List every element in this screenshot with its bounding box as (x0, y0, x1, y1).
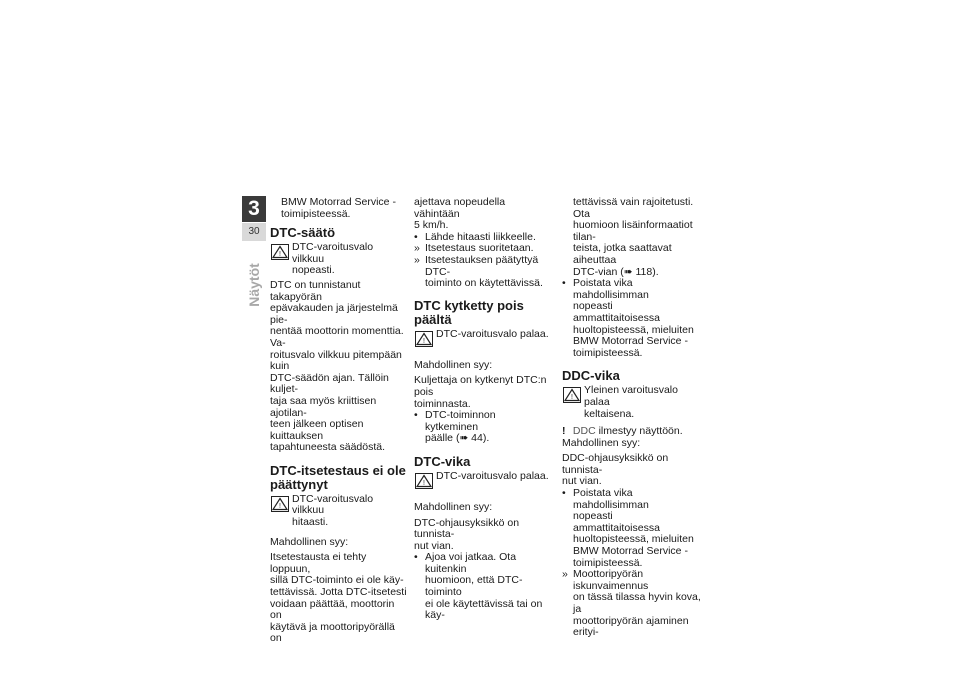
body-line: tettävissä. Jotta DTC-itsetesti (270, 586, 407, 599)
heading-dtc-itsetestaus: DTC-itsetestaus ei ole päättynyt (270, 462, 406, 492)
warning-triangle-icon (563, 387, 581, 403)
body-line: käytävä ja moottoripyörällä on (270, 620, 395, 645)
warning-text: hitaasti. (292, 516, 329, 529)
intro-line: toimipisteessä. (281, 207, 351, 220)
heading-ddc-vika: DDC-vika (562, 368, 620, 384)
body-line: taja saa myös kriittisen ajotilan- (270, 394, 377, 419)
body-line: epävakauden ja järjestelmä pie- (270, 302, 398, 326)
warning-block (414, 329, 551, 351)
svg-text:!: ! (423, 337, 425, 345)
body-line: DTC-vian (➠ 118). (573, 265, 659, 278)
body-line: tettävissä vain rajoitetusti. Ota (573, 196, 694, 220)
cause-label: Mahdollinen syy: (270, 535, 349, 548)
exclamation-icon: ! (562, 425, 566, 438)
cause-label: Mahdollinen syy: (414, 358, 493, 371)
body-line: DDC-ohjausyksikkö on tunnista- (562, 452, 669, 476)
warning-block (562, 385, 702, 420)
bullet-item: • Poistata vika mahdollisimman nopeasti ammattitaitoisessa huoltopisteessä, mieluiten BMW Motorrad Service - toimipisteessä. (562, 277, 694, 359)
warning-text: DTC-varoitusvalo palaa. (436, 327, 549, 340)
warning-text: DTC-varoitusvalo vilkkuu (292, 492, 374, 517)
warning-triangle-icon (415, 473, 433, 489)
body-line: Kuljettaja on kytkenyt DTC:n pois (414, 374, 547, 398)
body-line: teista, jotka saattavat aiheuttaa (573, 242, 672, 266)
warning-triangle-icon (415, 331, 433, 347)
body-line: toiminnasta. (414, 397, 471, 410)
body-line: huomioon lisäinformaatiot tilan- (573, 219, 693, 243)
svg-text:!: ! (279, 251, 281, 259)
body-line: teen jälkeen optisen kuittauksen (270, 418, 364, 442)
warning-triangle-icon (271, 496, 289, 512)
warning-triangle-icon (271, 244, 289, 260)
heading-dtc-vika: DTC-vika (414, 453, 471, 469)
warning-text: nopeasti. (292, 264, 335, 277)
svg-text:!: ! (571, 394, 573, 402)
warning-text: keltaisena. (584, 407, 635, 420)
heading-dtc-off: DTC kytketty pois päältä (414, 297, 524, 327)
body-line: sillä DTC-toiminto ei ole käy- (270, 574, 404, 587)
body-line: voidaan päättää, moottorin on (270, 597, 395, 622)
body-line: DTC-säädön ajan. Tällöin kuljet- (270, 371, 389, 396)
body-line: Itsetestausta ei tehty loppuun, (270, 551, 367, 575)
warning-text: DTC-varoitusvalo palaa. (436, 469, 549, 482)
column-2 (414, 197, 551, 622)
chapter-title: Näytöt (246, 263, 262, 307)
bullet-item: • Ajoa voi jatkaa. Ota kuitenkin huomioon, että DTC-toiminto ei ole käytettävissä tai on käy- (414, 551, 543, 622)
svg-text:!: ! (423, 479, 425, 487)
column-1 (270, 197, 407, 645)
body-line: ajettava nopeudella vähintään (414, 196, 506, 220)
body-line: 5 km/h. (414, 219, 449, 232)
body-line: DTC on tunnistanut takapyörän (270, 278, 361, 303)
svg-text:!: ! (279, 502, 281, 510)
body-line: DTC-ohjausyksikkö on tunnista- (414, 516, 520, 541)
body-line: tapahtuneesta säädöstä. (270, 441, 386, 454)
result-item: » Moottoripyörän iskunvaimennus on tässä tilassa hyvin kova, ja moottoripyörän ajaminen erityi- (562, 568, 701, 639)
warning-text: DTC-varoitusvalo vilkkuu (292, 241, 374, 265)
cause-label: Mahdollinen syy: (414, 500, 493, 513)
display-message: ! DDC ilmestyy näyttöön. (562, 425, 683, 438)
bullet-item: • DTC-toiminnon kytkeminen päälle (➠ 44). (414, 409, 496, 445)
body-line: roitusvalo vilkkuu pitempään kuin (270, 348, 402, 373)
intro-line: BMW Motorrad Service - (281, 196, 396, 208)
warning-block (270, 242, 407, 277)
warning-text: Yleinen varoitusvalo palaa (584, 384, 678, 408)
bullet-item: • Poistata vika mahdollisimman nopeasti ammattitaitoisessa huoltopisteessä, mieluiten BMW Motorrad Service - toimipisteessä. (562, 487, 694, 569)
warning-block (270, 494, 407, 529)
page-number: 30 (242, 223, 266, 241)
heading-dtc-saato: DTC-säätö (270, 225, 336, 241)
result-item: » Itsetestaus suoritetaan. (414, 242, 534, 255)
body-line: nut vian. (414, 539, 454, 552)
cause-label: Mahdollinen syy: (562, 436, 641, 449)
warning-block (414, 471, 551, 493)
body-line: nut vian. (562, 475, 602, 488)
chapter-number: 3 (242, 196, 266, 222)
body-line: nentää moottorin momenttia. Va- (270, 325, 404, 349)
bullet-item: • Lähde hitaasti liikkeelle. (414, 230, 536, 243)
ddc-tag: DDC (572, 425, 596, 438)
result-item: » Itsetestauksen päätyttyä DTC- toiminto on käytettävissä. (414, 253, 543, 290)
column-3 (562, 197, 702, 639)
